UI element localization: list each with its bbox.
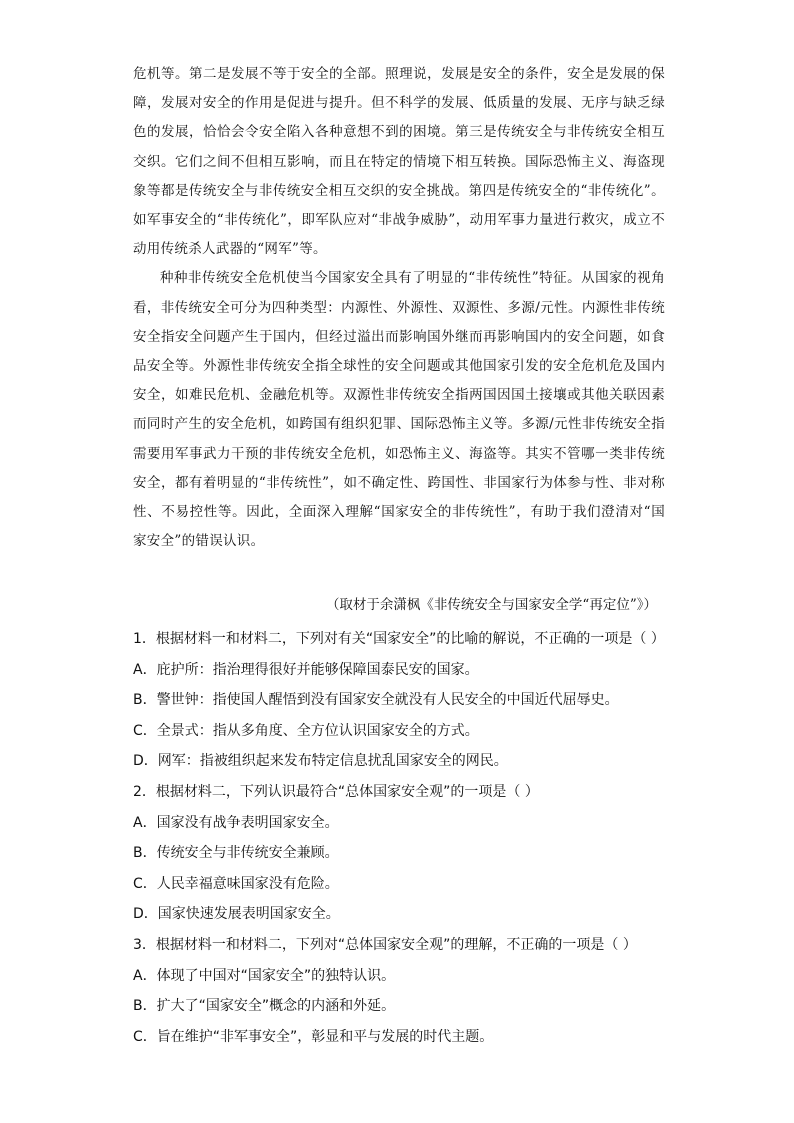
- passage-paragraph-1: 危机等。第二是发展不等于安全的全部。照理说，发展是安全的条件，安全是发展的保障，发展对安全的作用是促进与提升。但不科学的发展、低质量的发展、无序与缺乏绿色的发展，恰恰会令安全陷入各种意想不到的困境。第三是传统安全与非传统安全相互交织。它们之间不但相互影响，而且在特定的情境下相互转换。国际恐怖主义、海盗现象等都是传统安全与非传统安全相互交织的安全挑战。第四是传统安全的“非传统化”。如军事安全的“非传统化”，即军队应对“非战争威胁”，动用军事力量进行救灾，成立不动用传统杀人武器的“网军”等。: [133, 66, 665, 258]
- question-1-stem: 1．根据材料一和材料二，下列对有关“国家安全”的比喻的解说，不正确的一项是（ ）: [133, 631, 665, 647]
- passage-source: （取材于余潇枫《非传统安全与国家安全学“再定位”》）: [325, 597, 657, 613]
- question-1-option-b: B．警世钟：指使国人醒悟到没有国家安全就没有人民安全的中国近代屈辱史。: [133, 692, 619, 709]
- question-2-option-d: D．国家快速发展表明国家安全。: [133, 906, 340, 923]
- question-list: [133, 624, 673, 1052]
- question-3-stem: 3．根据材料一和材料二，下列对“总体国家安全观”的理解，不正确的一项是（ ）: [133, 936, 637, 953]
- question-1-option-d: D．网军：指被组织起来发布特定信息扰乱国家安全的网民。: [133, 753, 508, 770]
- question-1-option-c: C．全景式：指从多角度、全方位认识国家安全的方式。: [133, 722, 479, 739]
- question-3-option-c: C．旨在维护“非军事安全”，彰显和平与发展的时代主题。: [133, 1028, 494, 1045]
- question-2-stem: 2．根据材料二，下列认识最符合“总体国家安全观”的一项是（ ）: [133, 783, 539, 800]
- question-1-option-a: A．庇护所：指治理得很好并能够保障国泰民安的国家。: [133, 661, 479, 678]
- reading-passage: [133, 60, 665, 556]
- question-3-option-b: B．扩大了“国家安全”概念的内涵和外延。: [133, 998, 396, 1015]
- question-3-option-a: A．体现了中国对“国家安全”的独特认识。: [133, 967, 396, 984]
- question-2-option-b: B．传统安全与非传统安全兼顾。: [133, 845, 339, 862]
- question-2-option-c: C．人民幸福意味国家没有危险。: [133, 875, 339, 892]
- question-2-option-a: A．国家没有战争表明国家安全。: [133, 814, 339, 831]
- passage-paragraph-2: 种种非传统安全危机使当今国家安全具有了明显的“非传统性”特征。从国家的视角看，非传统安全可分为四种类型：内源性、外源性、双源性、多源/元性。内源性非传统安全指安全问题产生于国内，但经过溢出而影响国外继而再影响国内的安全问题，如食品安全等。外源性非传统安全指全球性的安全问题或其他国家引发的安全危机危及国内安全，如难民危机、金融危机等。双源性非传统安全指两国因国土接壤或其他关联因素而同时产生的安全危机，如跨国有组织犯罪、国际恐怖主义等。多源/元性非传统安全指需要用军事武力干预的非传统安全危机，如恐怖主义、海盗等。其实不管哪一类非传统安全，都有着明显的“非传统性”，如不确定性、跨国性、非国家行为体参与性、非对称性、不易控性等。因此，全面深入理解“国家安全的非传统性”，有助于我们澄清对“国家安全”的错误认识。: [133, 270, 665, 550]
